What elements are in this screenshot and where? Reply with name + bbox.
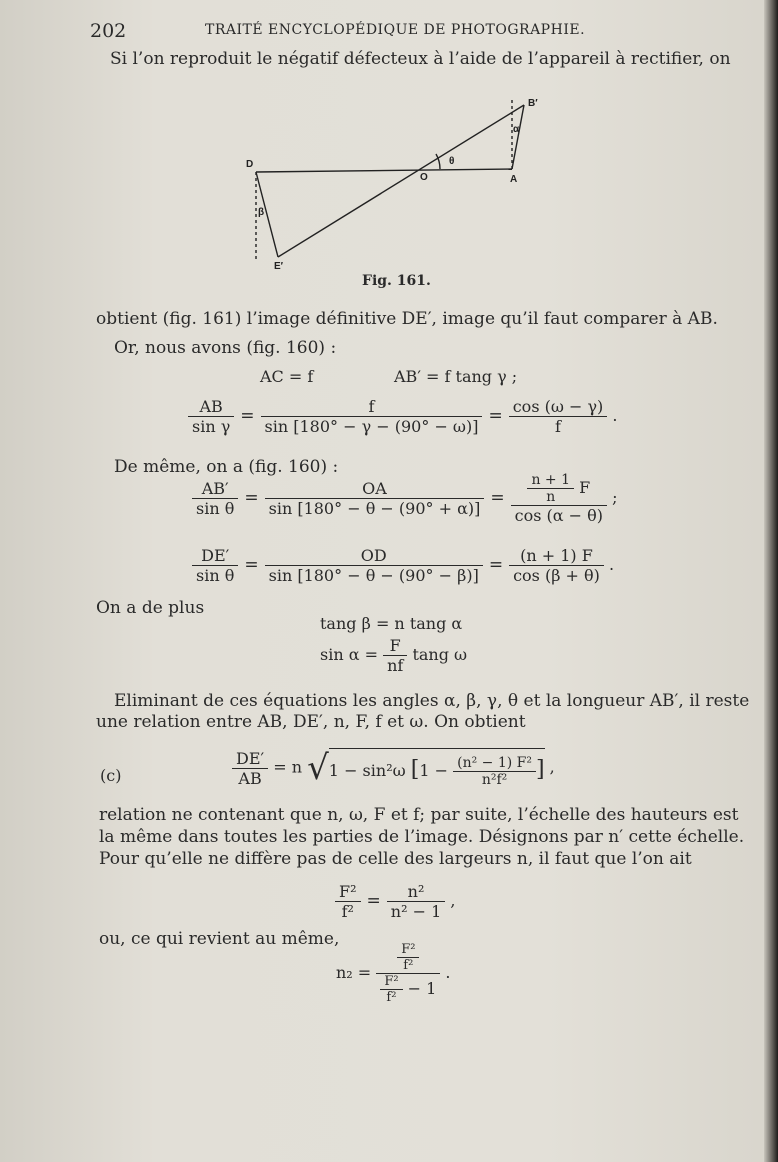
equation-1-left: AC = f [260, 367, 314, 386]
equation-7: $\frac{DE'}{AB}$ = n √1 − sin²ω [1 − $\frac{\text{(n² − 1) F²}}{\text{n²f²}}$ ] , [232, 748, 555, 788]
paragraph-4: On a de plus [96, 598, 205, 618]
label-a: A [510, 174, 518, 185]
label-theta: θ [449, 156, 455, 167]
line-e-b [278, 105, 524, 257]
paragraph-7: ou, ce qui revient au même, [99, 929, 340, 949]
equation-3: $\frac{AB'}{\text{sin θ}}$ = $\frac{OA}{\sin [180^\circ - \theta - (90^\circ + \alpha)]}$ = $\frac{n + 1}{n}$ F cos (α − θ) ; [192, 472, 618, 525]
label-alpha: α [513, 124, 520, 135]
figure-caption: Fig. 161. [362, 273, 431, 289]
paragraph-1: obtient (fig. 161) l’image définitive DE′, image qu’il faut comparer à AB. [96, 309, 718, 329]
paragraph-5-line-2: une relation entre AB, DE′, n, F, f et ω. On obtient [96, 712, 526, 732]
line-a-b [512, 105, 524, 169]
running-title: TRAITÉ ENCYCLOPÉDIQUE DE PHOTOGRAPHIE. [205, 22, 586, 38]
figure-161 [240, 92, 550, 272]
equation-8: $\frac{\text{F²}}{\text{f²}}$ = $\frac{\text{n²}}{\text{n² − 1}}$ , [335, 882, 455, 921]
label-d: D [246, 159, 254, 170]
book-spine [764, 0, 778, 1162]
intro-line: Si l’on reproduit le négatif défecteux à l’aide de l’appareil à rectifier, on [110, 49, 731, 69]
equation-9: n₂ = $\frac{\text{F²}}{\text{f²}}$ $\frac{\text{F²}}{\text{f²}}$ − 1 . [336, 942, 451, 1005]
paragraph-5-line-1: Eliminant de ces équations les angles α, β, γ, θ et la longueur AB′, il reste [114, 691, 750, 711]
label-b-prime: B′ [528, 98, 538, 109]
label-beta: β [258, 207, 265, 218]
line-d-a [256, 169, 512, 172]
label-e-prime: E′ [274, 261, 284, 272]
equation-2: $\frac{AB}{\text{sin γ}}$ = $\frac{f}{\sin [180^\circ - \gamma - (90^\circ - \omega)]}$ = $\frac{\cos (\omega - \gamma)}{f}$ . [188, 397, 617, 436]
paragraph-6-line-3: Pour qu’elle ne diffère pas de celle des largeurs n, il faut que l’on ait [99, 849, 692, 869]
equation-4: $\frac{DE'}{\text{sin θ}}$ = $\frac{OD}{\sin [180^\circ - \theta - (90^\circ - \beta)]}$ = $\frac{(n + 1) F}{\cos (\beta + \theta)}$ . [192, 546, 614, 585]
theta-arc [436, 154, 440, 169]
equation-5: tang β = n tang α [320, 614, 463, 633]
equation-6: sin α = $\frac{F}{nf}$ tang ω [320, 636, 468, 675]
paragraph-6-line-1: relation ne contenant que n, ω, F et f; par suite, l’échelle des hauteurs est [99, 805, 739, 825]
paragraph-3: De même, on a (fig. 160) : [114, 457, 339, 477]
equation-1-right: AB′ = f tang γ ; [394, 367, 518, 386]
label-o: O [420, 172, 428, 183]
page-number: 202 [90, 20, 127, 42]
paragraph-6-line-2: la même dans toutes les parties de l’image. Désignons par n′ cette échelle. [99, 827, 745, 847]
equation-7-tag: (c) [100, 766, 122, 785]
paragraph-2: Or, nous avons (fig. 160) : [114, 338, 337, 358]
